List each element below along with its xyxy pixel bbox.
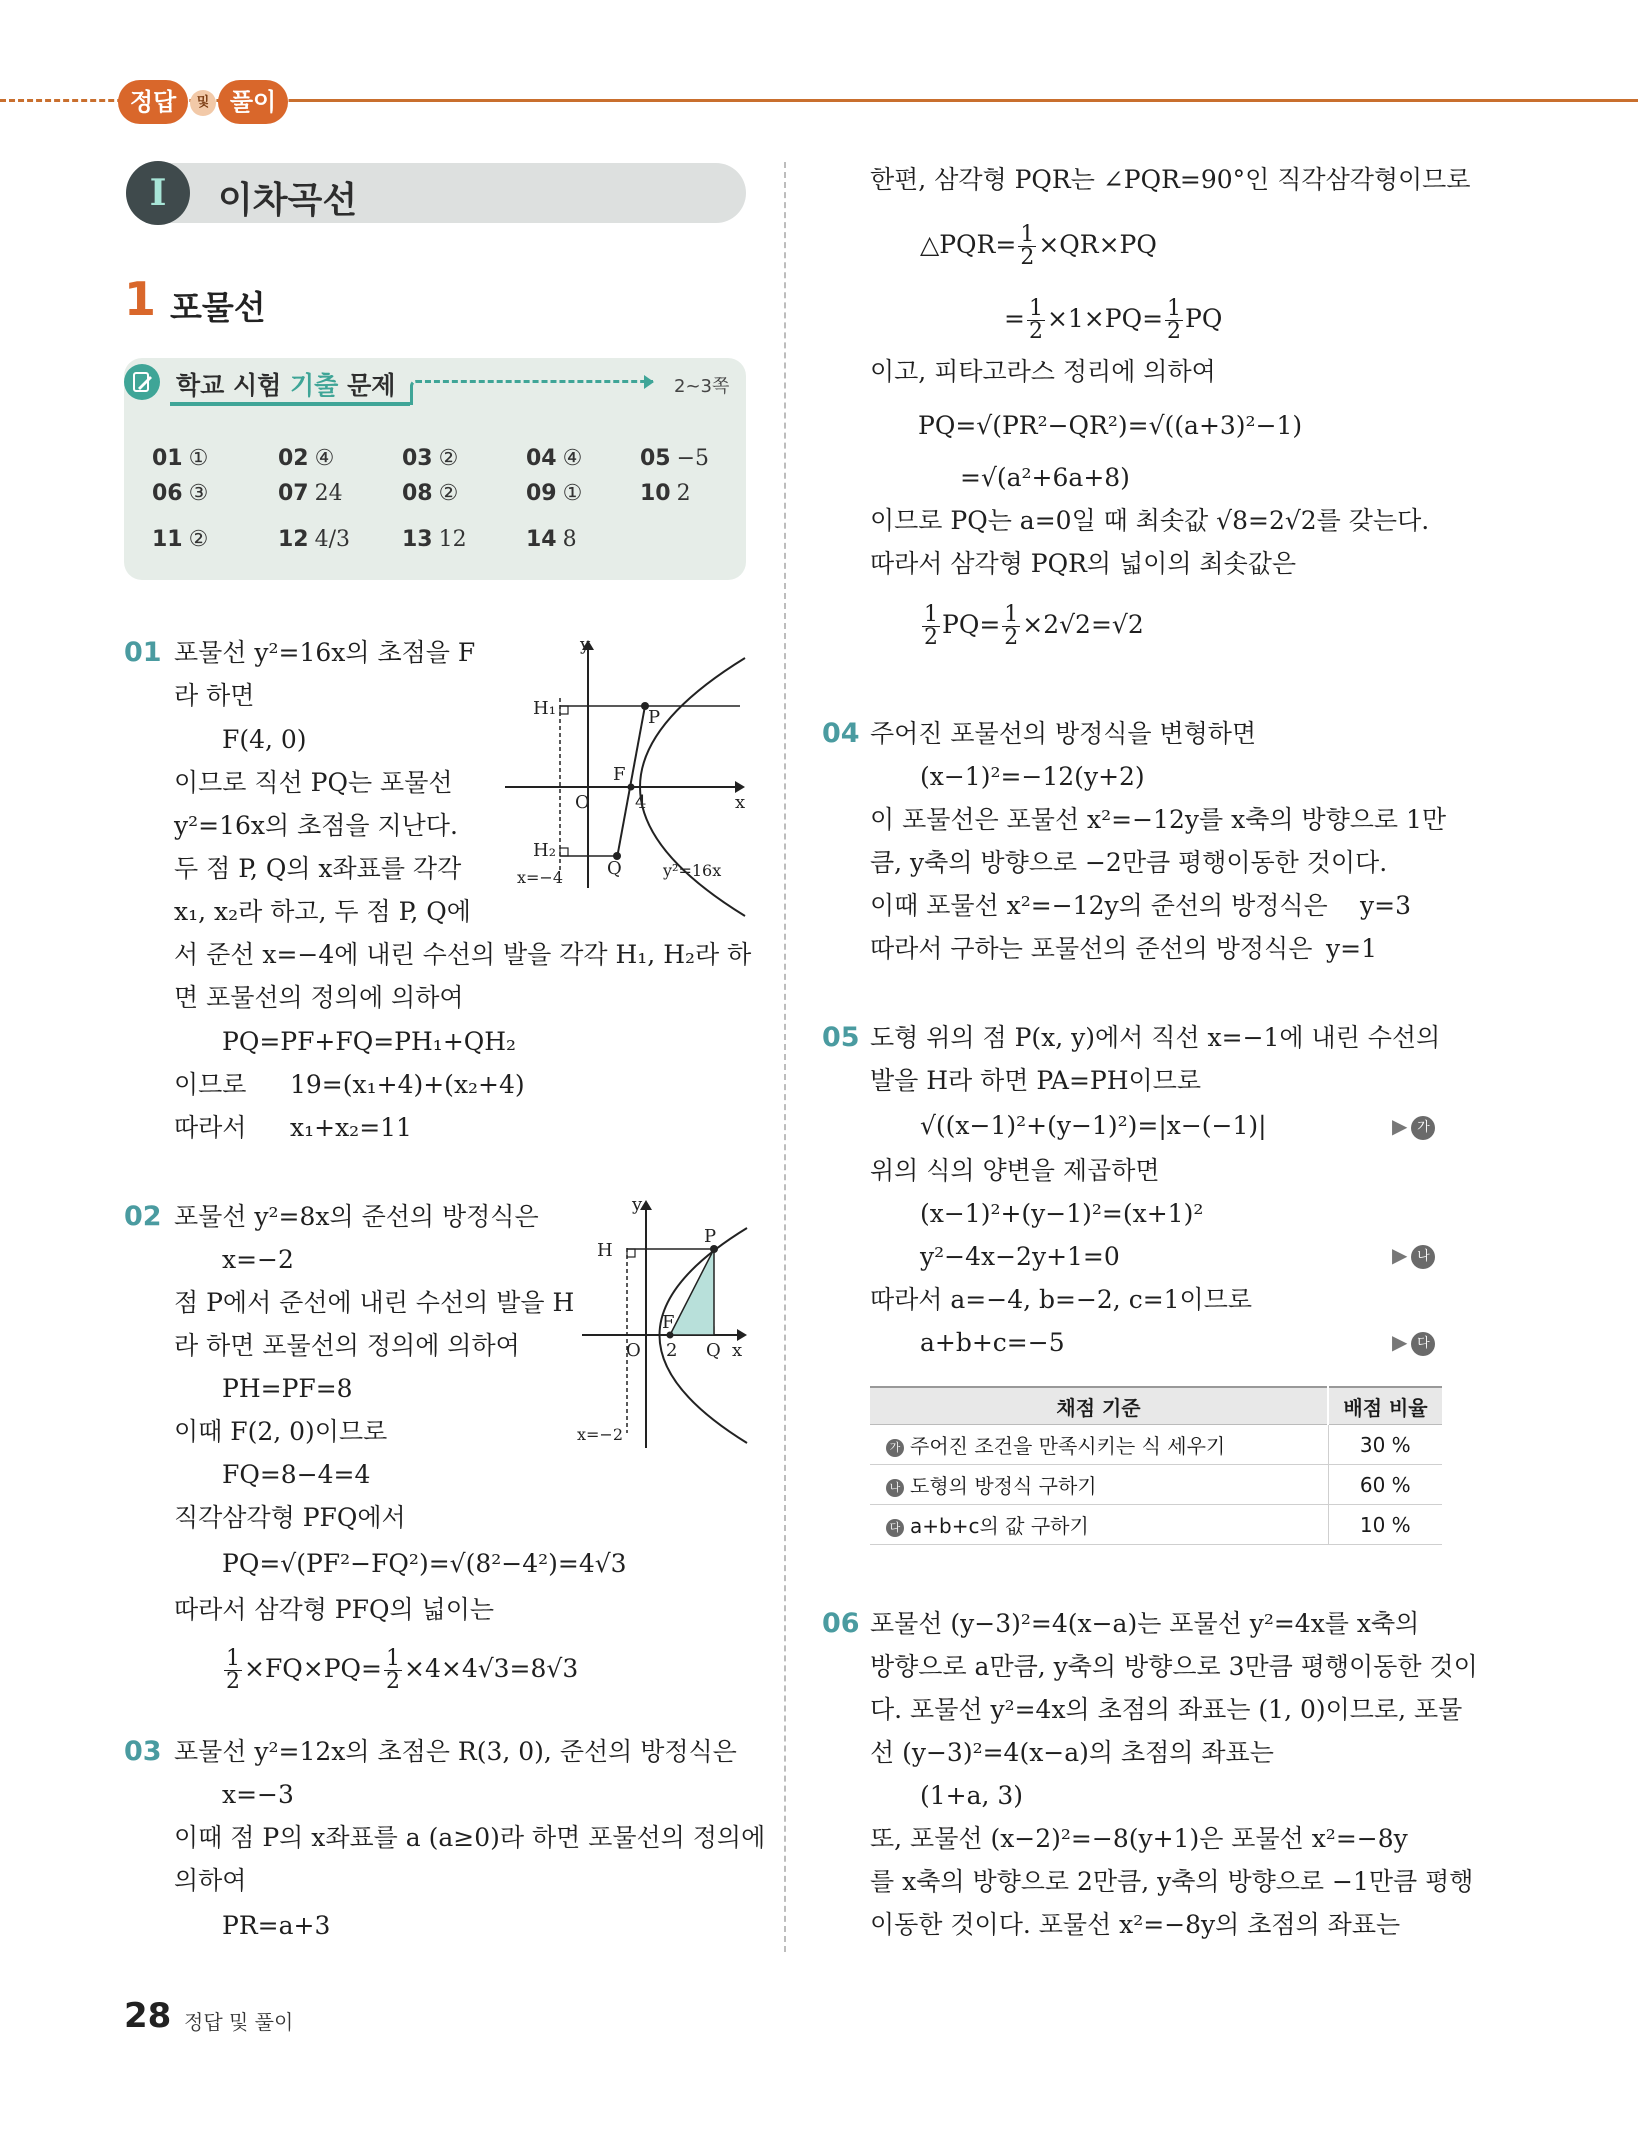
- q02-line: PH=PF=8: [222, 1374, 353, 1403]
- q02-fig-y: y: [632, 1194, 643, 1215]
- table-row: 다 a+b+c의 값 구하기 10 %: [870, 1505, 1442, 1545]
- q01-line: 포물선 y²=16x의 초점을 F: [174, 638, 476, 667]
- q06-line: 이동한 것이다. 포물선 x²=−8y의 초점의 좌표는: [870, 1910, 1401, 1939]
- q03-cont-line: △PQR= $\frac{1}{2}$ ×QR×PQ: [920, 222, 1157, 270]
- q02-fig-h: H: [597, 1240, 613, 1261]
- q03-line: 의하여: [174, 1866, 247, 1895]
- q06-line: 또, 포물선 (x−2)²=−8(y+1)은 포물선 x²=−8y: [870, 1824, 1408, 1853]
- q04-line: 이때 포물선 x²=−12y의 준선의 방정식은: [870, 891, 1328, 920]
- q01-fig-curve: y²=16x: [663, 861, 722, 880]
- header-badge: [118, 80, 293, 124]
- q05-line: a+b+c=−5: [920, 1328, 1065, 1357]
- answer-05: 05 −5: [640, 446, 710, 471]
- badge-answer: 정답: [118, 80, 188, 124]
- q03-cont-line: 이고, 피타고라스 정리에 의하여: [870, 357, 1216, 386]
- q02-fig-q: Q: [706, 1340, 721, 1361]
- answer-14: 14 8: [526, 527, 577, 552]
- q01-fig-p: P: [648, 707, 661, 728]
- q01-line: x₁+x₂=11: [290, 1113, 412, 1142]
- q02-line: 라 하면 포물선의 정의에 의하여: [174, 1331, 520, 1360]
- q04-number: 04: [822, 718, 860, 749]
- exam-title: [176, 366, 395, 402]
- q02-line: 포물선 y²=8x의 준선의 방정식은: [174, 1202, 539, 1231]
- q01-parabola-figure: [505, 634, 750, 893]
- q01-fig-4: 4: [635, 792, 647, 813]
- answer-10: 10 2: [640, 481, 691, 506]
- answer-01: 01 ①: [152, 446, 209, 471]
- q01-line: F(4, 0): [222, 725, 307, 754]
- q02-line: x=−2: [222, 1245, 294, 1274]
- header-rule-solid: [290, 99, 1638, 102]
- q01-line: 이므로: [174, 1070, 247, 1099]
- answer-02: 02 ④: [278, 446, 335, 471]
- badge-solution: 풀이: [218, 80, 288, 124]
- q04-line: 주어진 포물선의 방정식을 변형하면: [870, 719, 1257, 748]
- table-row: 가 주어진 조건을 만족시키는 식 세우기 30 %: [870, 1425, 1442, 1465]
- q04-line: y=3: [1360, 891, 1411, 920]
- q01-fig-q: Q: [607, 858, 622, 879]
- q02-line: PQ=√(PF²−FQ²)=√(8²−4²)=4√3: [222, 1549, 627, 1578]
- q02-line: FQ=8−4=4: [222, 1460, 371, 1489]
- exam-title-b: 기출: [290, 371, 339, 400]
- q02-line: 이때 F(2, 0)이므로: [174, 1417, 388, 1446]
- section-number: 1: [124, 272, 157, 326]
- q05-line: 위의 식의 양변을 제곱하면: [870, 1156, 1160, 1185]
- answer-06: 06 ③: [152, 481, 209, 506]
- scoring-table: [870, 1386, 1442, 1545]
- q03-line: x=−3: [222, 1780, 294, 1809]
- q03-line: PR=a+3: [222, 1911, 331, 1940]
- q02-area-line: $\frac{1}{2}$ ×FQ×PQ= $\frac{1}{2}$ ×4×4√3=8√3: [226, 1646, 579, 1694]
- q06-line: 포물선 (y−3)²=4(x−a)는 포물선 y²=4x를 x축의: [870, 1609, 1420, 1638]
- q03-cont-line: 이므로 PQ는 a=0일 때 최솟값 √8=2√2를 갖는다.: [870, 506, 1430, 535]
- q05-marker-na: ▶ 나: [1392, 1243, 1435, 1269]
- q01-fig-directrix: x=−4: [517, 868, 564, 887]
- q05-marker-da: ▶ 다: [1392, 1330, 1435, 1356]
- q01-line: 면 포물선의 정의에 의하여: [174, 983, 464, 1012]
- q06-line: 를 x축의 방향으로 2만큼, y축의 방향으로 −1만큼 평행: [870, 1867, 1474, 1896]
- q01-line: 따라서: [174, 1113, 247, 1142]
- table-row: 나 도형의 방정식 구하기 60 %: [870, 1465, 1442, 1505]
- answer-04: 04 ④: [526, 446, 583, 471]
- exam-arrow-icon: [644, 375, 654, 389]
- q02-fig-p: P: [704, 1226, 717, 1247]
- chapter-numeral: I: [126, 161, 190, 225]
- exam-title-c: 문제: [347, 371, 396, 400]
- q05-line: 도형 위의 점 P(x, y)에서 직선 x=−1에 내린 수선의: [870, 1023, 1441, 1052]
- q05-line: 따라서 a=−4, b=−2, c=1이므로: [870, 1285, 1252, 1314]
- q02-line: 점 P에서 준선에 내린 수선의 발을 H: [174, 1288, 575, 1317]
- q06-number: 06: [822, 1608, 860, 1639]
- q02-number: 02: [124, 1201, 162, 1232]
- q01-line: 라 하면: [174, 681, 255, 710]
- q02-fig-directrix: x=−2: [577, 1425, 624, 1444]
- q04-line: 큼, y축의 방향으로 −2만큼 평행이동한 것이다.: [870, 848, 1388, 877]
- badge-and: 및: [190, 90, 216, 116]
- q03-number: 03: [124, 1736, 162, 1767]
- q05-line: (x−1)²+(y−1)²=(x+1)²: [920, 1199, 1204, 1228]
- q03-cont-line: =√(a²+6a+8): [960, 463, 1130, 492]
- q01-fig-o: O: [575, 792, 590, 813]
- q01-line: 19=(x₁+4)+(x₂+4): [290, 1070, 525, 1099]
- q05-line: √((x−1)²+(y−1)²)=|x−(−1)|: [920, 1111, 1267, 1140]
- chapter-title: 이차곡선: [218, 180, 358, 221]
- q05-marker-ga: ▶ 가: [1392, 1114, 1435, 1140]
- q01-number: 01: [124, 637, 162, 668]
- q01-line: 서 준선 x=−4에 내린 수선의 발을 각각 H₁, H₂라 하: [174, 940, 752, 969]
- answer-08: 08 ②: [402, 481, 459, 506]
- q03-cont-line: 한편, 삼각형 PQR는 ∠PQR=90°인 직각삼각형이므로: [870, 165, 1471, 194]
- exam-title-a: 학교 시험: [176, 371, 282, 400]
- column-divider: [784, 162, 786, 1952]
- q02-fig-2: 2: [666, 1340, 678, 1361]
- q06-line: 방향으로 a만큼, y축의 방향으로 3만큼 평행이동한 것이: [870, 1652, 1478, 1681]
- exam-dotted-connector: [410, 380, 653, 405]
- q01-line: 이므로 직선 PQ는 포물선: [174, 768, 453, 797]
- q01-fig-h1: H₁: [533, 698, 556, 719]
- scoring-header-ratio: 배점 비율: [1328, 1387, 1442, 1425]
- q05-number: 05: [822, 1022, 860, 1053]
- exam-pencil-icon: [124, 364, 160, 400]
- answer-12: 12 4/3: [278, 527, 351, 552]
- q04-line: 이 포물선은 포물선 x²=−12y를 x축의 방향으로 1만: [870, 805, 1447, 834]
- q04-line: y=1: [1326, 934, 1377, 963]
- answer-13: 13 12: [402, 527, 467, 552]
- answer-11: 11 ②: [152, 527, 209, 552]
- q01-fig-f: F: [613, 764, 626, 785]
- exam-underline: [170, 402, 410, 406]
- q03-cont-line: = $\frac{1}{2}$ ×1×PQ= $\frac{1}{2}$ PQ: [1004, 296, 1223, 344]
- q03-cont-line: PQ=√(PR²−QR²)=√((a+3)²−1): [918, 411, 1303, 440]
- q01-line: x₁, x₂라 하고, 두 점 P, Q에: [174, 897, 471, 926]
- q01-fig-y: y: [580, 634, 591, 655]
- q04-line: (x−1)²=−12(y+2): [920, 762, 1145, 791]
- q01-fig-x: x: [735, 792, 746, 813]
- q03-cont-line: $\frac{1}{2}$ PQ= $\frac{1}{2}$ ×2√2=√2: [924, 602, 1144, 650]
- q02-line: 따라서 삼각형 PFQ의 넓이는: [174, 1595, 495, 1624]
- q05-line: 발을 H라 하면 PA=PH이므로: [870, 1066, 1201, 1095]
- q01-line: 두 점 P, Q의 x좌표를 각각: [174, 854, 462, 883]
- answer-09: 09 ①: [526, 481, 583, 506]
- q03-line: 포물선 y²=12x의 초점은 R(3, 0), 준선의 방정식은: [174, 1737, 737, 1766]
- answer-03: 03 ②: [402, 446, 459, 471]
- q02-line: 직각삼각형 PFQ에서: [174, 1503, 406, 1532]
- q01-line: PQ=PF+FQ=PH₁+QH₂: [222, 1027, 517, 1056]
- q06-line: 선 (y−3)²=4(x−a)의 초점의 좌표는: [870, 1738, 1274, 1767]
- q06-line: (1+a, 3): [920, 1781, 1024, 1810]
- q02-fig-o: O: [626, 1340, 641, 1361]
- q02-fig-x: x: [732, 1340, 743, 1361]
- q03-line: 이때 점 P의 x좌표를 a (a≥0)라 하면 포물선의 정의에: [174, 1823, 766, 1852]
- q06-line: 다. 포물선 y²=4x의 초점의 좌표는 (1, 0)이므로, 포물: [870, 1695, 1463, 1724]
- section-title: 포물선: [170, 288, 266, 327]
- q05-line: y²−4x−2y+1=0: [920, 1242, 1120, 1271]
- answer-07: 07 24: [278, 481, 343, 506]
- q01-fig-h2: H₂: [533, 840, 556, 861]
- q02-fig-f: F: [662, 1312, 675, 1333]
- page-number: 28: [124, 1996, 172, 2036]
- q03-cont-line: 따라서 삼각형 PQR의 넓이의 최솟값은: [870, 549, 1297, 578]
- scoring-header-criteria: 채점 기준: [870, 1387, 1328, 1425]
- footer-label: 정답 및 풀이: [184, 2010, 294, 2034]
- q04-line: 따라서 구하는 포물선의 준선의 방정식은: [870, 934, 1313, 963]
- exam-pages: 2~3쪽: [674, 376, 730, 397]
- q02-parabola-figure: [577, 1194, 752, 1448]
- q01-line: y²=16x의 초점을 지난다.: [174, 811, 458, 840]
